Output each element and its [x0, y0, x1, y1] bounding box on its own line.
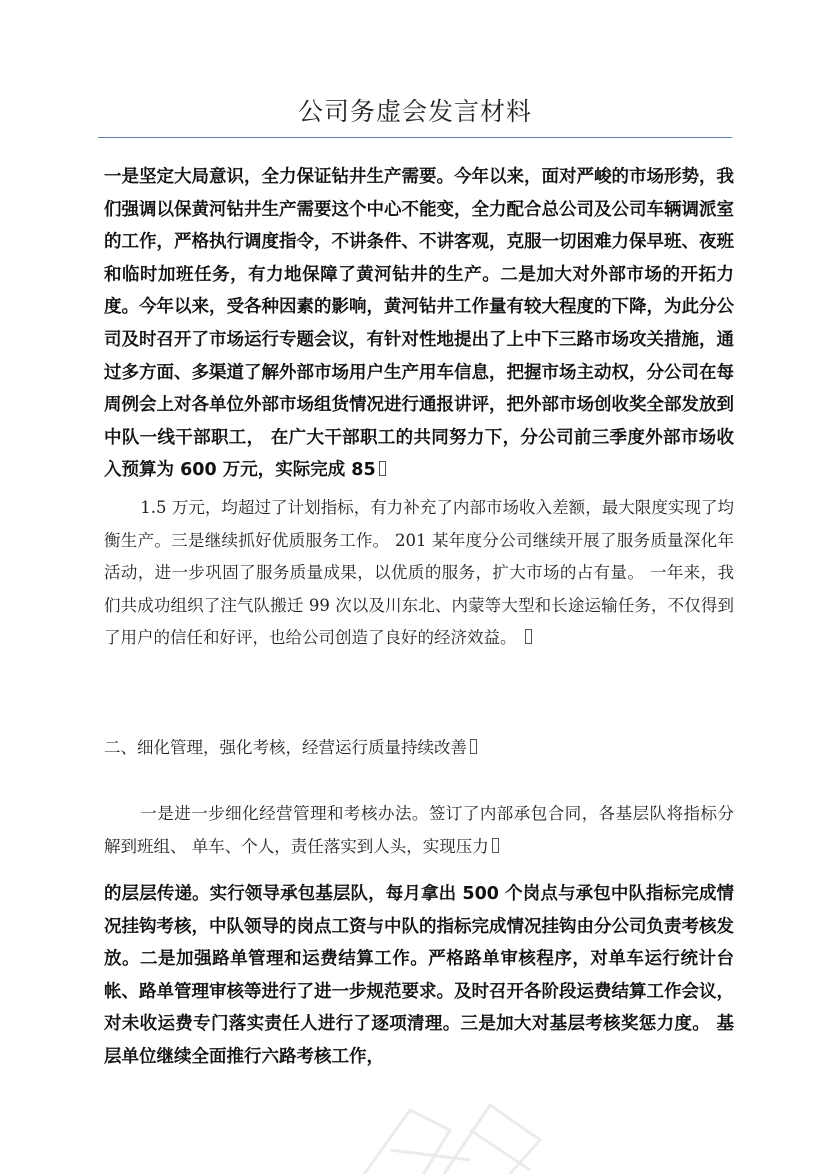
- section-heading-2: [104, 732, 734, 765]
- paragraph-3: [104, 798, 734, 863]
- title-underline: [98, 137, 732, 138]
- paragraph-2: [104, 492, 734, 655]
- missing-glyph-icon: [492, 838, 499, 853]
- paragraph-1-text: 一是坚定大局意识，全力保证钻井生产需要。今年以来，面对严峻的市场形势，我们强调以保黄河钻井生产需要这个中心不能变，全力配合总公司及公司车辆调派室的工作，严格执行调度指令，不讲条件、不讲客观，克服一切困难力保早班、夜班和临时加班任务，有力地保障了黄河钻井的生产。二是加大对外部市场的开拓力度。今年以来，受各种因素的影响，黄河钻井工作量有较大程度的下降，为此分公司及时召开了市场运行专题会议，有针对性地提出了上中下三路市场攻关措施，通过多方面、多渠道了解外部市场用户生产用车信息，把握市场主动权，分公司在每周例会上对各单位外部市场组货情况进行通报讲评，把外部市场创收奖全部发放到中队一线干部职工， 在广大干部职工的共同努力下，分公司前三季度外部市场收入预算为 600 万元，实际完成 85: [104, 167, 734, 481]
- document-title: 公司务虚会发言材料: [297, 97, 532, 126]
- paragraph-3-text: 一是进一步细化经营管理和考核办法。签订了内部承包合同，各基层队将指标分解到班组、 单车、个人，责任落实到人头，实现压力: [104, 804, 734, 856]
- paragraph-4: [104, 878, 734, 1074]
- missing-glyph-icon: [379, 461, 386, 476]
- watermark-icon: [300, 1070, 600, 1174]
- paragraph-4-text: 的层层传递。实行领导承包基层队，每月拿出 500 个岗点与承包中队指标完成情况挂钩考核，中队领导的岗点工资与中队的指标完成情况挂钩由分公司负责考核发放。二是加强路单管理和运费结算工作。严格路单审核程序，对单车运行统计台帐、路单管理审核等进行了进一步规范要求。及时召开各阶段运费结算工作会议，对未收运费专门落实责任人进行了逐项清理。三是加大对基层考核奖惩力度。 基层单位继续全面推行六路考核工作，: [104, 884, 734, 1067]
- missing-glyph-icon: [470, 739, 477, 754]
- paragraph-2-text: 1.5 万元，均超过了计划指标，有力补充了内部市场收入差额，最大限度实现了均衡生产。三是继续抓好优质服务工作。 201 某年度分公司继续开展了服务质量深化年活动，进一步巩固了服务质量成果，以优质的服务，扩大市场的占有量。 一年来，我们共成功组织了注气队搬迁 99 次以及川东北、内蒙等大型和长途运输任务，不仅得到了用户的信任和好评，也给公司创造了良好的经济效益。: [104, 498, 734, 648]
- paragraph-1: [104, 161, 734, 487]
- missing-glyph-icon: [525, 629, 532, 644]
- section-heading-2-text: 二、细化管理，强化考核，经营运行质量持续改善: [104, 738, 467, 757]
